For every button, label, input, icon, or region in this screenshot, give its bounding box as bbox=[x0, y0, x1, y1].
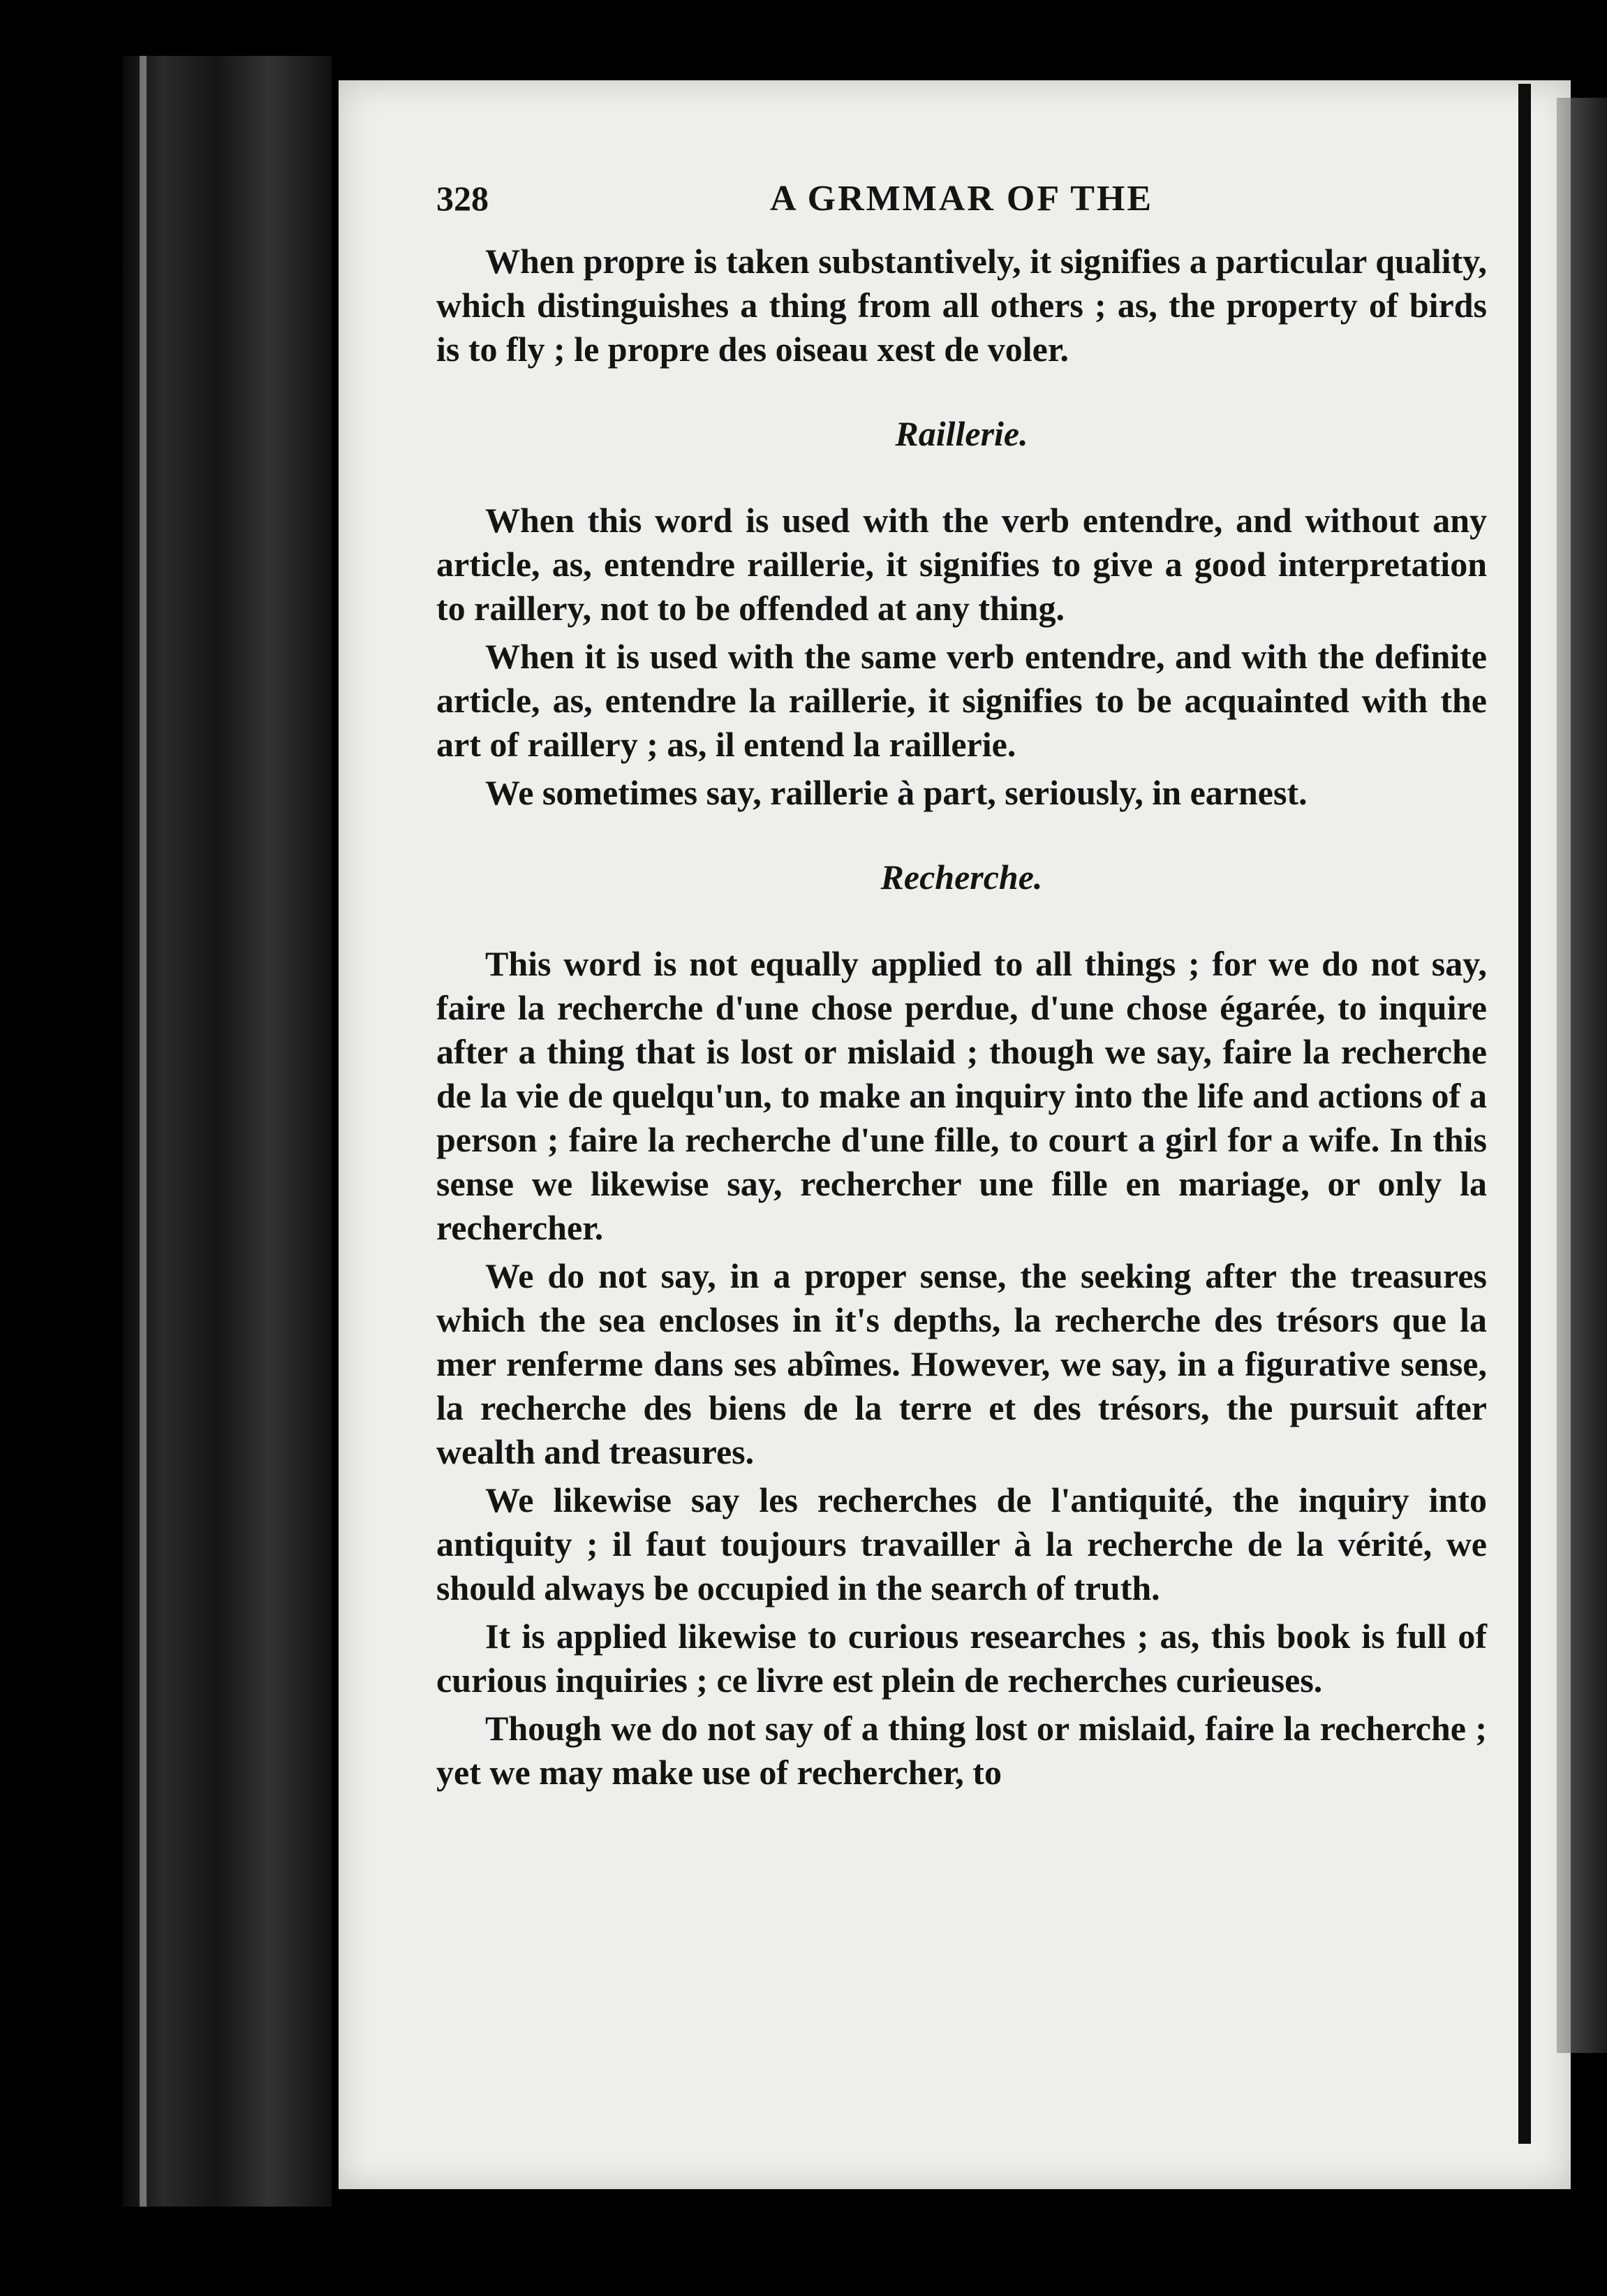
next-page-edge bbox=[1557, 98, 1607, 2053]
raillerie-paragraph-1: When this word is used with the verb entendre, and without any article, as, entendre raillerie, it signifies to give a good interpretation to raillery, not to be offended at any thing. bbox=[436, 501, 1487, 628]
recherche-paragraph-1: This word is not equally applied to all things ; for we do not say, faire la recherche d'une chose perdue, d'une chose égarée, to inquire after a thing that is lost or mislaid ; though we say, faire la recherche de la vie de quelqu'un, to make an inquiry into the life and actions of a person ; faire la recherche d'une fille, to court a girl for a wife. In this sense we likewise say, rechercher une fille en mariage, or only la rechercher. bbox=[436, 944, 1487, 1247]
page-number: 328 bbox=[436, 179, 489, 218]
running-head bbox=[436, 178, 1487, 234]
recherche-paragraph-5: Though we do not say of a thing lost or mislaid, faire la recherche ; yet we may make use of rechercher, to bbox=[436, 1709, 1487, 1792]
section-heading-raillerie: Raillerie. bbox=[895, 414, 1028, 453]
intro-paragraph: When propre is taken substantively, it signifies a particular quality, which distinguishes a thing from all others ; as, the property of birds is to fly ; le propre des oiseau xest de voler. bbox=[436, 242, 1487, 369]
recherche-paragraph-2: We do not say, in a proper sense, the seeking after the treasures which the sea encloses in it's depths, la recherche des trésors que la mer renferme dans ses abîmes. However, we say, in a figurative sense, la recherche des biens de la terre et des trésors, the pursuit after wealth and treasures. bbox=[436, 1256, 1487, 1471]
recherche-paragraph-3: We likewise say les recherches de l'antiquité, the inquiry into antiquity ; il faut toujours travailler à la recherche de la vérité, we should always be occupied in the search of truth. bbox=[436, 1480, 1487, 1607]
raillerie-paragraph-2: When it is used with the same verb entendre, and with the definite article, as, entendre la raillerie, it signifies to be acquainted with the art of raillery ; as, il entend la raillerie. bbox=[436, 637, 1487, 764]
spine-edge bbox=[140, 56, 147, 2207]
section-heading-recherche: Recherche. bbox=[880, 858, 1043, 897]
raillerie-paragraph-3: We sometimes say, raillerie à part, seriously, in earnest. bbox=[485, 773, 1308, 812]
page-gutter-rule bbox=[1518, 84, 1531, 2144]
book-spine bbox=[122, 56, 332, 2207]
recherche-paragraph-4: It is applied likewise to curious researches ; as, this book is full of curious inquiries ; ce livre est plein de recherches curieuses. bbox=[436, 1617, 1487, 1700]
running-title: A GRMMAR OF THE bbox=[769, 179, 1154, 219]
page-content bbox=[436, 178, 1487, 1795]
book-page bbox=[339, 80, 1571, 2189]
